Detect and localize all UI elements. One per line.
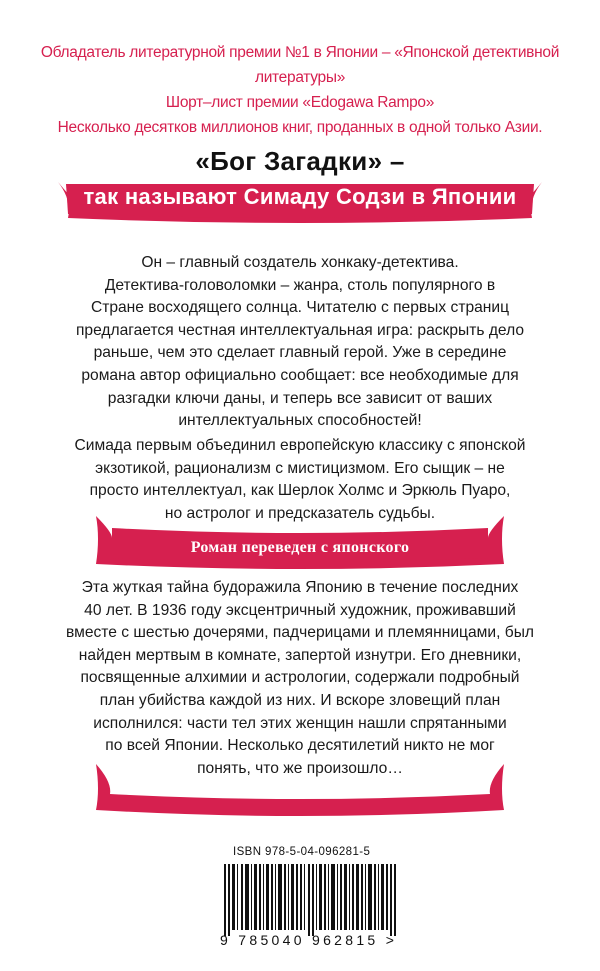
translation-banner-text: Роман переведен с японского — [190, 539, 410, 556]
paragraph-1-line: Он – главный создатель хонкаку-детектива. — [141, 254, 459, 271]
award-line-3: Несколько десятков миллионов книг, проданных в одной только Азии. — [57, 119, 543, 136]
paragraph-1 — [0, 252, 600, 433]
paragraph-3-line: Эта жуткая тайна будоражила Японию в течение последних — [81, 579, 519, 596]
paragraph-3-line: 40 лет. В 1936 году эксцентричный художник, проживавший — [84, 601, 516, 619]
paragraph-1-line: раньше, чем это сделает главный герой. Уже в середине — [93, 344, 507, 362]
paragraph-2-line: Симада первым объединил европейскую классику с японской — [74, 437, 526, 454]
paragraph-3-line: понять, что же произошло… — [197, 759, 403, 777]
bottom-ribbon — [0, 760, 600, 820]
barcode-digits: 9 785040 962815 > — [220, 932, 398, 948]
paragraph-3-line: найден мертвым в комнате, запертой изнутри. Его дневники, — [78, 646, 522, 664]
paragraph-1-line: Стране восходящего солнца. Читателю с первых страниц — [90, 299, 510, 317]
paragraph-1-line: Детектива-головоломки – жанра, столь популярного в — [104, 276, 496, 294]
paragraph-1-line: интеллектуальных способностей! — [178, 412, 422, 430]
headline-line-2: так называют Симаду Содзи в Японии — [83, 184, 517, 209]
paragraph-2-line: экзотикой, рационализм с мистицизмом. Его сыщик – не — [95, 459, 505, 477]
paragraph-3 — [0, 577, 600, 780]
barcode-block — [208, 846, 408, 956]
awards-block — [0, 40, 600, 140]
award-line-1: Обладатель литературной премии №1 в Японии – «Японской детективной литературы» — [40, 44, 560, 86]
paragraph-3-line: вместе с шестью дочерями, падчерицами и племянницами, был — [66, 624, 534, 642]
paragraph-3-line: по всей Японии. Несколько десятилетий никто не мог — [105, 737, 495, 755]
headline-line-1: «Бог Загадки» – — [195, 146, 405, 176]
paragraph-1-line: предлагается честная интеллектуальная игра: раскрыть дело — [75, 321, 525, 339]
paragraph-1-line: разгадки ключи даны, и теперь все зависит от ваших — [107, 389, 493, 407]
barcode-image — [222, 864, 408, 936]
paragraph-3-line: план убийства каждой из них. И вскоре зловещий план — [99, 691, 501, 709]
paragraph-3-line: посвященные алхимии и астрологии, содержали подробный — [80, 669, 520, 687]
paragraph-2-line: но астролог и предсказатель судьбы. — [164, 504, 436, 522]
headline — [0, 146, 600, 212]
paragraph-2-line: просто интеллектуал, как Шерлок Холмс и Эркюль Пуаро, — [89, 482, 511, 500]
award-line-2: Шорт–лист премии «Edogawa Rampo» — [165, 94, 435, 111]
isbn-text: ISBN 978-5-04-096281-5 — [233, 846, 371, 858]
paragraph-3-line: исполнился: части тел этих женщин нашли спрятанными — [93, 714, 507, 732]
paragraph-1-line: романа автор официально сообщает: все необходимые для — [81, 366, 519, 384]
